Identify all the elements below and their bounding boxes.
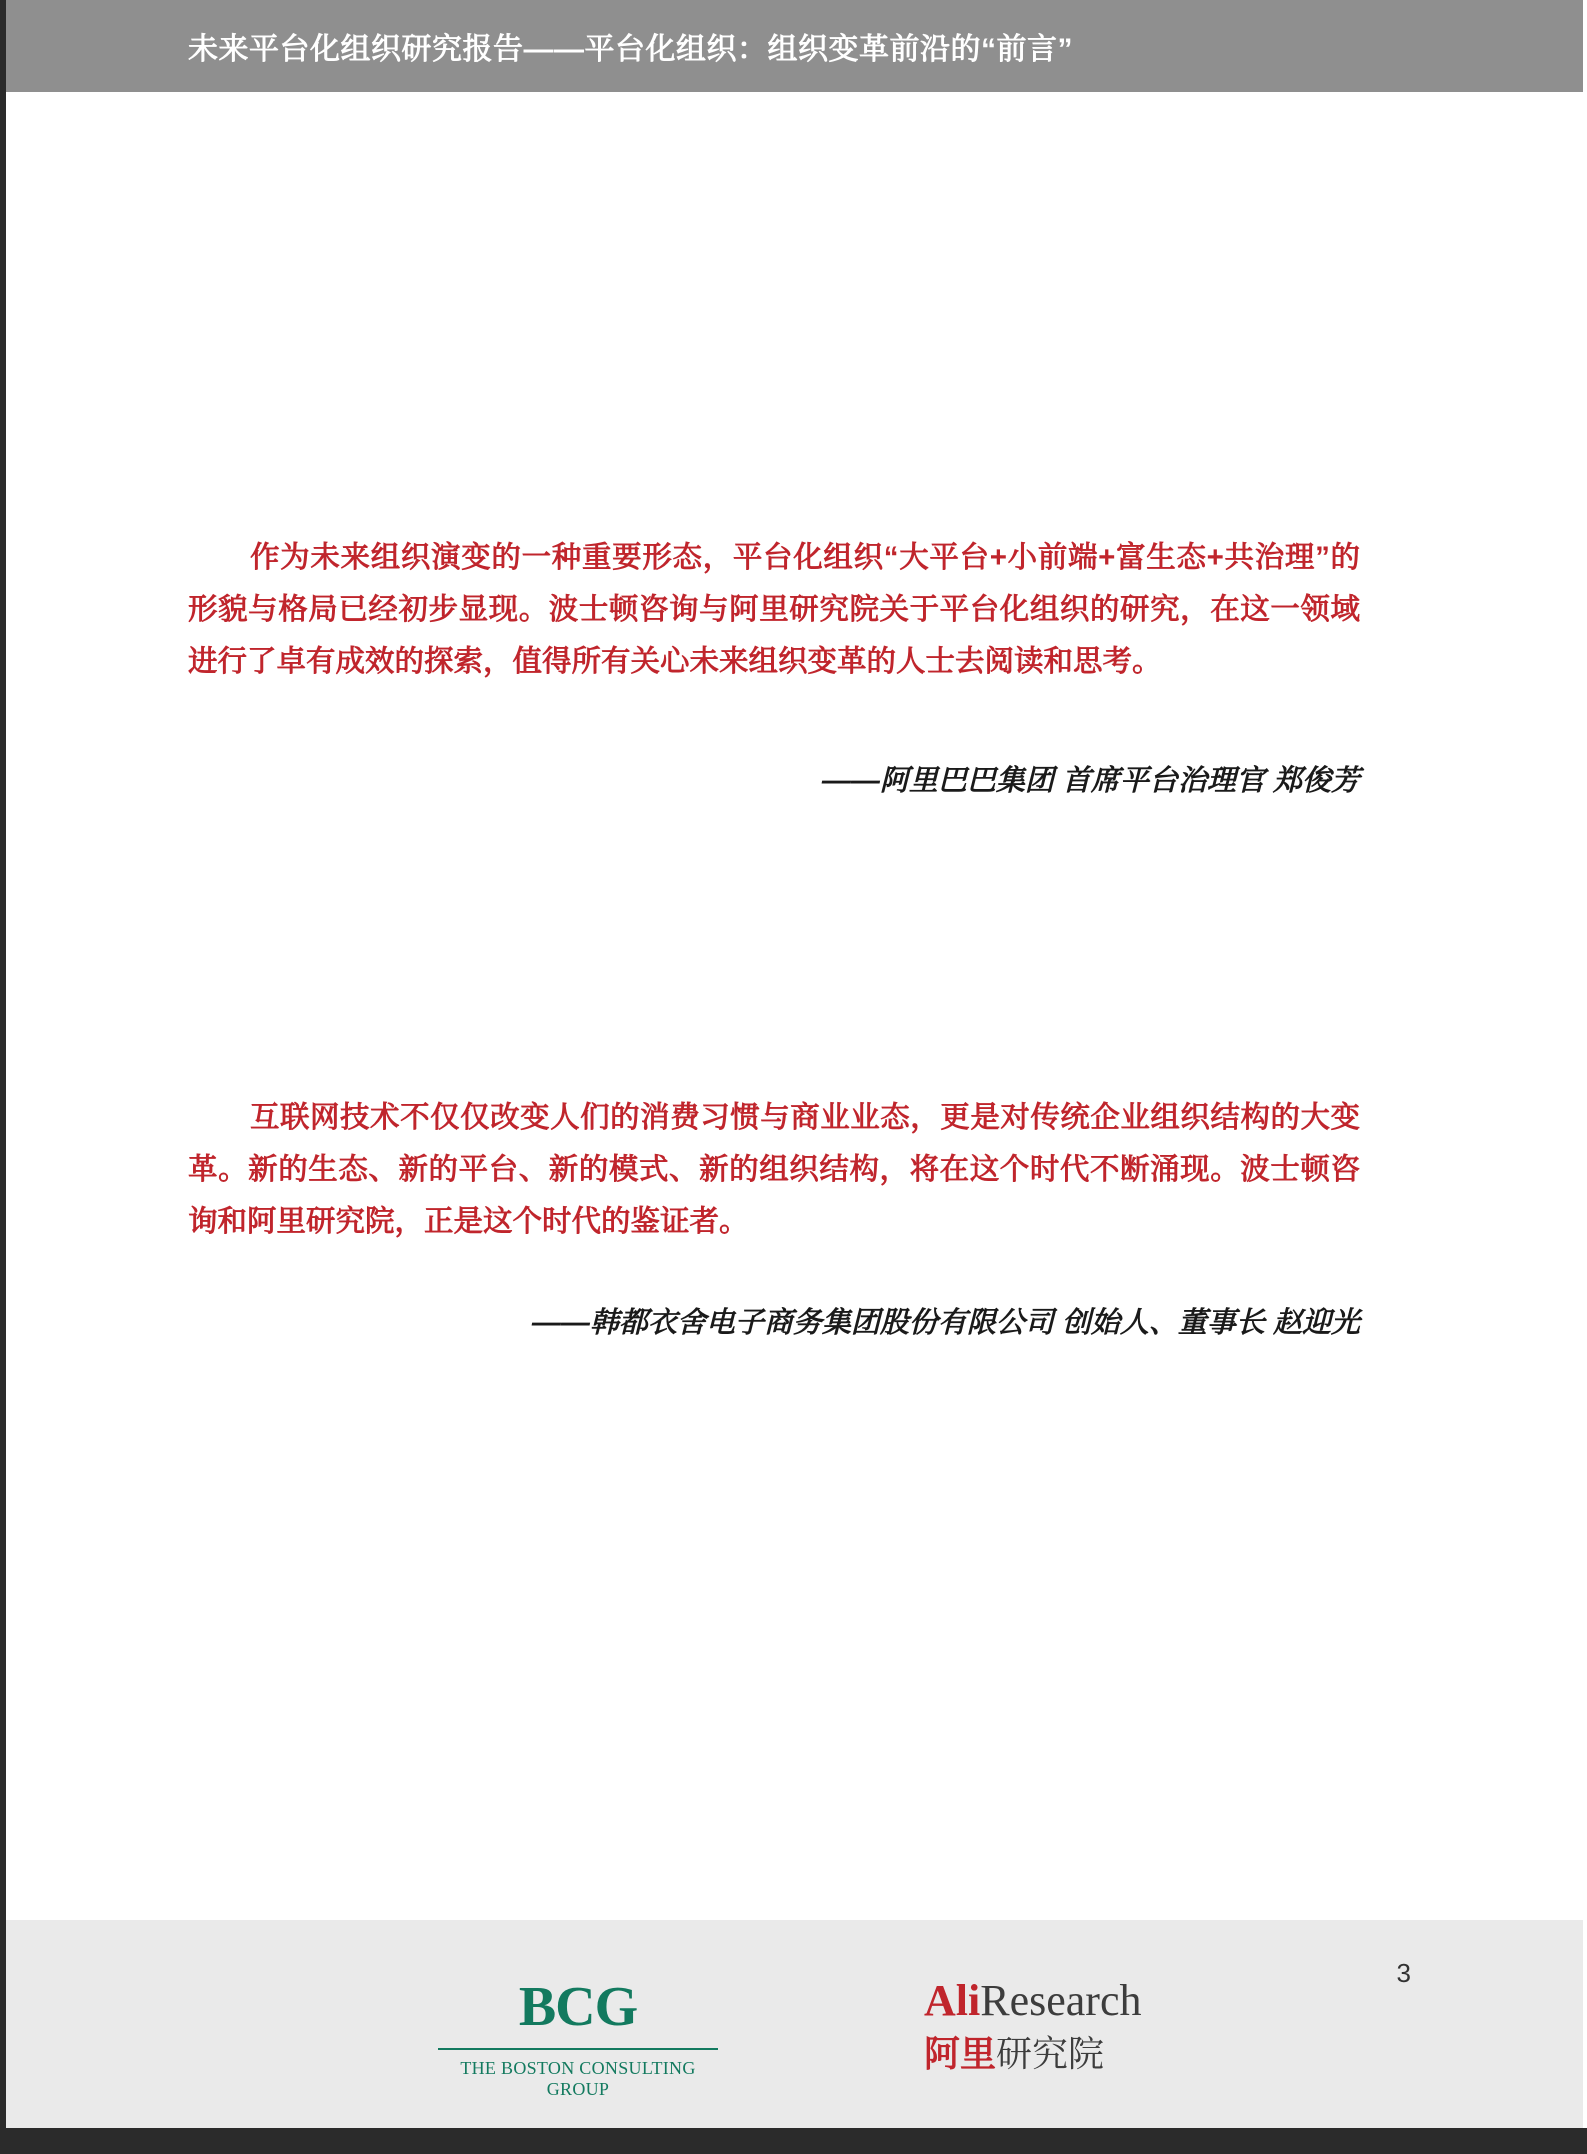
page-frame-bottom <box>0 2128 1587 2154</box>
bcg-logo-subtitle: THE BOSTON CONSULTING GROUP <box>438 2048 718 2100</box>
quote-block-1 <box>188 532 1360 799</box>
ali-logo-cn <box>924 2032 1254 2076</box>
page-title: 未来平台化组织研究报告——平台化组织：组织变革前沿的“前言” <box>188 33 1073 66</box>
quote-block-2 <box>188 1092 1360 1341</box>
ali-logo-cn-dark: 研究院 <box>996 2033 1105 2074</box>
ali-logo-en <box>924 1976 1254 2026</box>
bcg-logo <box>438 1978 718 2100</box>
page-content <box>6 92 1583 1920</box>
quote-attribution-1: ——阿里巴巴集团 首席平台治理官 郑俊芳 <box>821 765 1360 797</box>
page-number: 3 <box>1396 1958 1411 1988</box>
page-footer <box>6 1920 1583 2128</box>
ali-logo-en-red: Ali <box>924 1976 981 2025</box>
quote-attribution-2: ——韩都衣舍电子商务集团股份有限公司 创始人、董事长 赵迎光 <box>531 1307 1360 1339</box>
quote-text-1: 作为未来组织演变的一种重要形态，平台化组织“大平台+小前端+富生态+共治理”的形貌与格局已经初步显现。波士顿咨询与阿里研究院关于平台化组织的研究，在这一领域进行了卓有成效的探索，值得所有关心未来组织变革的人士去阅读和思考。 <box>188 541 1360 678</box>
page-header-band <box>6 0 1583 92</box>
quote-text-2: 互联网技术不仅仅改变人们的消费习惯与商业业态，更是对传统企业组织结构的大变革。新的生态、新的平台、新的模式、新的组织结构，将在这个时代不断涌现。波士顿咨询和阿里研究院，正是这个时代的鉴证者。 <box>188 1101 1360 1238</box>
ali-logo-en-dark: Research <box>980 1976 1142 2025</box>
ali-logo-cn-red: 阿里 <box>924 2033 997 2074</box>
bcg-logo-mark: BCG <box>518 1976 638 2038</box>
ali-research-logo <box>924 1976 1254 2076</box>
